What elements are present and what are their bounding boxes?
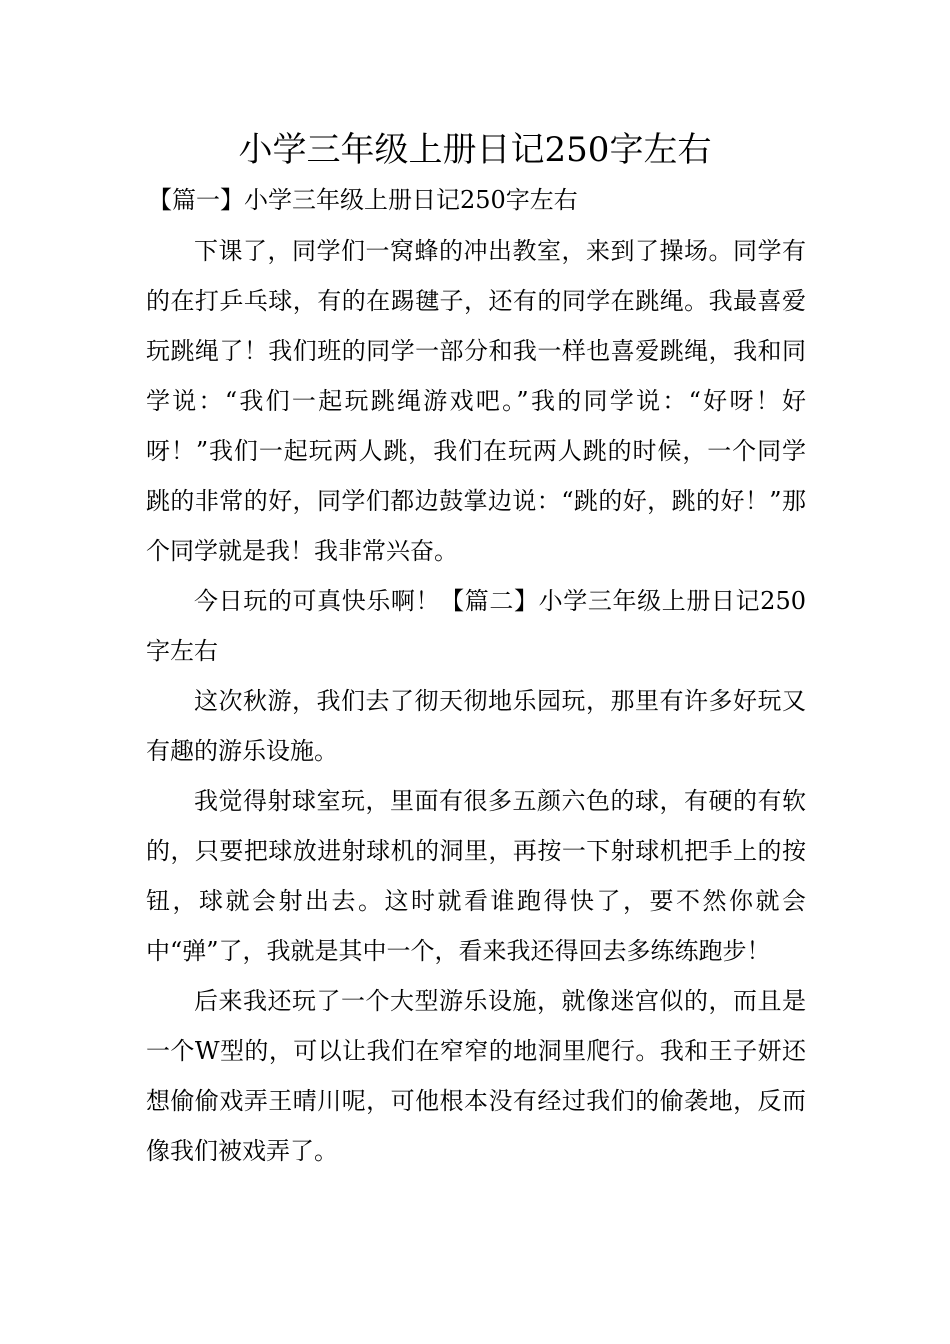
section-heading-1: 【篇一】小学三年级上册日记250字左右 (148, 186, 578, 214)
paragraph-3: 这次秋游，我们去了彻天彻地乐园玩，那里有许多好玩又有趣的游乐设施。 (146, 687, 806, 765)
paragraph-2: 今日玩的可真快乐啊！【篇二】小学三年级上册日记250字左右 (146, 587, 806, 665)
document-title: 小学三年级上册日记250字左右 (238, 130, 712, 170)
paragraph-4: 我觉得射球室玩，里面有很多五颜六色的球，有硬的有软的，只要把球放进射球机的洞里，再按一下射球机把手上的按钮，球就会射出去。这时就看谁跑得快了，要不然你就会中“弹”了，我就是其中一个，看来我还得回去多练练跑步！ (146, 787, 806, 965)
document-body (146, 226, 806, 1176)
paragraph-5: 后来我还玩了一个大型游乐设施，就像迷宫似的，而且是一个W型的，可以让我们在窄窄的地洞里爬行。我和王子妍还想偷偷戏弄王晴川呢，可他根本没有经过我们的偷袭地，反而像我们被戏弄了。 (146, 987, 806, 1165)
paragraph-1: 下课了，同学们一窝蜂的冲出教室，来到了操场。同学有的在打乒乓球，有的在踢毽子，还有的同学在跳绳。我最喜爱玩跳绳了！我们班的同学一部分和我一样也喜爱跳绳，我和同学说：“我们一起玩跳绳游戏吧。”我的同学说：“好呀！好呀！”我们一起玩两人跳，我们在玩两人跳的时候，一个同学跳的非常的好，同学们都边鼓掌边说：“跳的好，跳的好！”那个同学就是我！我非常兴奋。 (146, 237, 806, 565)
